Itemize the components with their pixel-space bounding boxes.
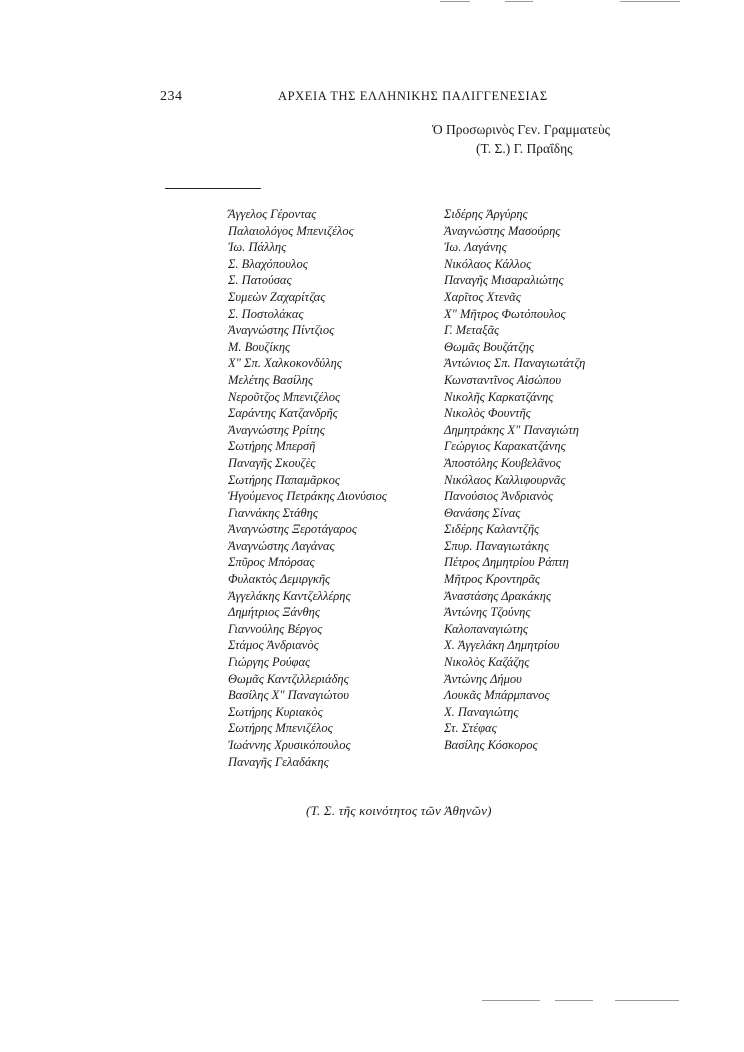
signatory-name: Χ. Ἀγγελάκη Δημητρίου	[444, 638, 560, 653]
signatory-name: Σωτήρης Μπερσῆ	[228, 439, 316, 454]
scan-mark-bottom-1	[482, 1000, 540, 1001]
signatory-name: Σωτήρης Μπενιζέλος	[228, 721, 333, 736]
signatory-name: Ἀντώνιος Σπ. Παναγιωτάτζη	[444, 356, 586, 371]
signatory-name: Ἀγγελάκης Καντζελλέρης	[228, 588, 351, 603]
signatory-name: Γιώργης Ρούφας	[228, 655, 311, 670]
signatory-name: Ἀναγνώστης Λαγάνας	[228, 538, 335, 553]
signatory-name: Μ. Βουζίκης	[228, 339, 291, 354]
signatory-name: Νικόλαος Καλλιφουρνᾶς	[444, 472, 566, 487]
signatory-name: Παναγῆς Μισαραλιώτης	[444, 273, 564, 288]
signatory-name: Συμεὼν Ζαχαρίτζας	[228, 289, 326, 304]
signatory-name: Παναγῆς Γελαδάκης	[228, 754, 329, 769]
signatories-left-column	[228, 206, 387, 770]
signature-block	[432, 120, 610, 158]
signatory-name: Γ. Μεταξᾶς	[444, 323, 500, 338]
page-number: 234	[160, 89, 183, 104]
signatory-name: Σπῦρος Μπόρσας	[228, 555, 315, 570]
signatory-name: Γιαννάκης Στάθης	[228, 505, 318, 520]
signatory-name: Σιδέρης Ἀργύρης	[444, 207, 528, 221]
signatory-name: Δημητράκης Χ" Παναγιώτη	[444, 422, 579, 437]
signatory-name: Χ. Παναγιώτης	[444, 704, 519, 719]
signatory-name: Πέτρος Δημητρίου Ράπτη	[444, 555, 569, 570]
signatory-name: Στάμος Ἀνδριανὸς	[228, 638, 319, 653]
signatory-name: Καλοπαναγιώτης	[444, 621, 529, 636]
signatory-name: Γιαννούλης Βέργος	[228, 621, 323, 636]
section-rule	[165, 188, 261, 189]
scan-mark-bottom-2	[555, 1000, 593, 1001]
signatory-name: Νικόλαος Κάλλος	[444, 256, 532, 271]
signatory-name: Παλαιολόγος Μπενιζέλος	[228, 223, 354, 238]
scan-mark-top-2	[505, 1, 533, 2]
footer-note: (Τ. Σ. τῆς κοινότητος τῶν Ἀθηνῶν)	[306, 803, 492, 818]
signatory-name: Ἀναγνώστης Ξεροτάγαρος	[228, 522, 357, 537]
signatory-name: Ἀντώνης Δήμου	[444, 671, 522, 686]
signatory-name: Ἀναγνώστης Μασούρης	[444, 223, 561, 238]
signatory-name: Σ. Ποστολάκας	[228, 306, 304, 321]
signatory-name: Σαράντης Κατζανδρῆς	[228, 406, 338, 421]
scan-mark-bottom-3	[615, 1000, 679, 1001]
signatory-name: Νικολῆς Καρκατζάνης	[444, 389, 554, 404]
signatory-name: Γεώργιος Καρακατζάνης	[444, 439, 566, 454]
signatory-name: Ἀποστόλης Κουβελᾶνος	[444, 455, 561, 470]
signatory-name: Βασίλης Κόσκορος	[444, 738, 538, 752]
signatory-name: Ἀντώνης Τζούνης	[444, 605, 531, 620]
signatory-name: Σιδέρης Καλαντζῆς	[444, 522, 540, 537]
signatory-name: Μῆτρος Κροντηρᾶς	[444, 572, 540, 587]
signatory-name: Πανούσιος Ἀνδριανὸς	[444, 489, 554, 504]
signatory-name: Χ" Σπ. Χαλκοκονδύλης	[228, 356, 342, 371]
signatory-name: Χαρῖτος Χτενᾶς	[444, 289, 521, 304]
signatory-name: Ἄγγελος Γέροντας	[228, 207, 317, 221]
signatory-name: Σπυρ. Παναγιωτάκης	[444, 538, 549, 553]
signatory-name: Ἀναστάσης Δρακάκης	[444, 588, 552, 603]
signatory-name: Ἰω. Λαγάνης	[444, 240, 507, 255]
signatory-name: Κωνσταντῖνος Αἰσώπου	[444, 372, 562, 387]
signatory-name: Σ. Βλαχόπουλος	[228, 256, 308, 271]
signatory-name: Σ. Πατούσας	[228, 273, 292, 288]
signatory-name: Δημήτριος Ξάνθης	[228, 605, 320, 620]
scan-mark-top-1	[440, 1, 470, 2]
signatory-name: Σωτήρης Κυριακὸς	[228, 704, 323, 719]
signatory-name: Σωτήρης Παπαμᾶρκος	[228, 472, 340, 487]
signatory-name: Χ" Μῆτρος Φωτόπουλος	[444, 306, 566, 321]
signatory-name: Θωμᾶς Βουζάτζης	[444, 339, 535, 354]
signature-name: (Τ. Σ.) Γ. Πραΐδης	[475, 141, 573, 156]
signatory-name: Φυλακτὸς Δεμιργκῆς	[228, 572, 331, 587]
signatory-name: Μελέτης Βασίλης	[228, 372, 314, 387]
signatory-name: Λουκᾶς Μπάρμπανος	[444, 688, 550, 703]
signatory-name: Θωμᾶς Καντζιλλεριάδης	[228, 671, 349, 686]
signatory-name: Ἀναγνώστης Πίντζιος	[228, 323, 335, 338]
signatory-name: Νεροῦτζος Μπενιζέλος	[228, 389, 341, 404]
signature-title: Ὁ Προσωρινὸς Γεν. Γραμματεὺς	[431, 122, 610, 137]
signatory-name: Νικολὸς Φουντῆς	[444, 406, 531, 421]
signatory-name: Ἰω. Πάλλης	[228, 240, 287, 255]
signatory-name: Νικολὸς Καζάζης	[444, 655, 530, 670]
signatory-name: Βασίλης Χ" Παναγιώτου	[228, 688, 349, 703]
signatory-name: Ἀναγνώστης Ρρίτης	[228, 422, 325, 437]
signatory-name: Θανάσης Σίνας	[444, 505, 521, 520]
signatory-name: Ἰωάννης Χρυσικόπουλος	[228, 738, 351, 752]
signatories-right-column	[444, 206, 585, 754]
running-head: ΑΡΧΕΙΑ ΤΗΣ ΕΛΛΗΝΙΚΗΣ ΠΑΛΙΓΓΕΝΕΣΙΑΣ	[278, 89, 548, 103]
signatory-name: Ἡγούμενος Πετράκης Διονύσιος	[228, 489, 387, 504]
signatory-name: Στ. Στέφας	[444, 721, 497, 736]
signatory-name: Παναγῆς Σκουζὲς	[228, 455, 316, 470]
scan-mark-top-3	[620, 1, 680, 2]
